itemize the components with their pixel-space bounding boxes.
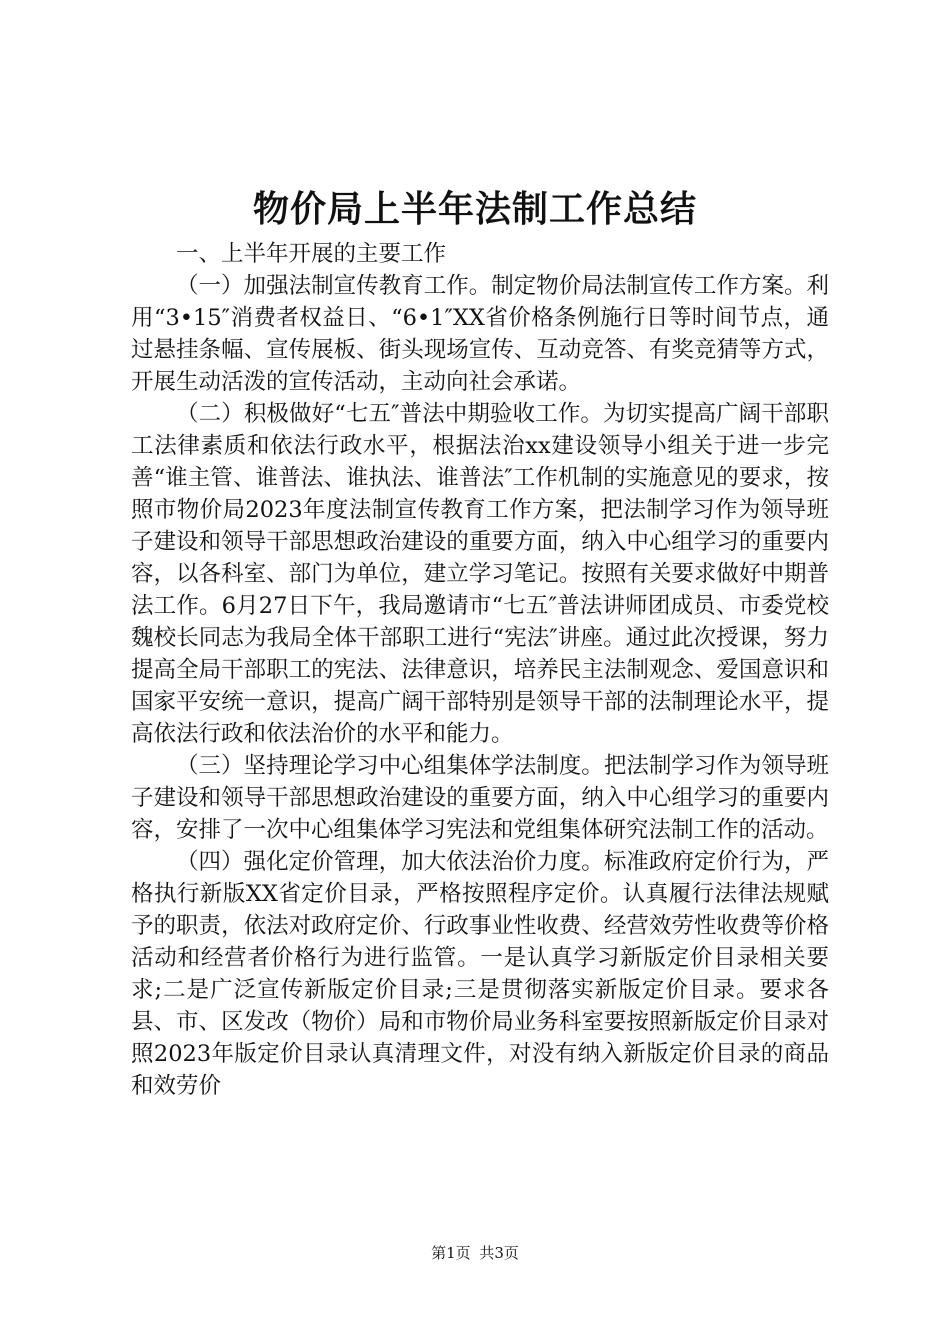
paragraph-3: （三）坚持理论学习中心组集体学法制度。把法制学习作为领导班子建设和领导干部思想政治建设的重要方面，纳入中心组学习的重要内容，安排了一次中心组集体学习宪法和党组集体研究法制工作的活动。	[131, 753, 829, 843]
document-body	[131, 238, 829, 1102]
page-footer	[0, 1243, 950, 1263]
page-number: 第1页	[431, 1244, 471, 1262]
paragraph-1: （一）加强法制宣传教育工作。制定物价局法制宣传工作方案。利用“3•15″消费者权益日、“6•1″XX省价格条例施行日等时间节点，通过悬挂条幅、宣传展板、街头现场宣传、互动竞答、有奖竞猜等方式，开展生动活泼的宣传活动，主动向社会承诺。	[131, 273, 829, 395]
paragraph-2: （二）积极做好“七五″普法中期验收工作。为切实提高广阔干部职工法律素质和依法行政水平，根据法治xx建设领导小组关于进一步完善“谁主管、谁普法、谁执法、谁普法″工作机制的实施意见的要求，按照市物价局2023年度法制宣传教育工作方案，把法制学习作为领导班子建设和领导干部思想政治建设的重要方面，纳入中心组学习的重要内容，以各科室、部门为单位，建立学习笔记。按照有关要求做好中期普法工作。6月27日下午，我局邀请市“七五″普法讲师团成员、市委党校魏校长同志为我局全体干部职工进行“宪法″讲座。通过此次授课，努力提高全局干部职工的宪法、法律意识，培养民主法制观念、爱国意识和国家平安统一意识，提高广阔干部特别是领导干部的法制理论水平，提高依法行政和依法治价的水平和能力。	[131, 401, 829, 747]
paragraph-4: （四）强化定价管理，加大依法治价力度。标准政府定价行为，严格执行新版XX省定价目录，严格按照程序定价。认真履行法律法规赋予的职责，依法对政府定价、行政事业性收费、经营效劳性收费等价格活动和经营者价格行为进行监管。一是认真学习新版定价目录相关要求;二是广泛宣传新版定价目录;三是贯彻落实新版定价目录。要求各县、市、区发改（物价）局和市物价局业务科室要按照新版定价目录对照2023年版定价目录认真清理文件，对没有纳入新版定价目录的商品和效劳价	[131, 849, 829, 1099]
section-heading: 一、上半年开展的主要工作	[176, 241, 447, 267]
document-title: 物价局上半年法制工作总结	[252, 189, 697, 230]
page-total: 共3页	[479, 1244, 519, 1262]
